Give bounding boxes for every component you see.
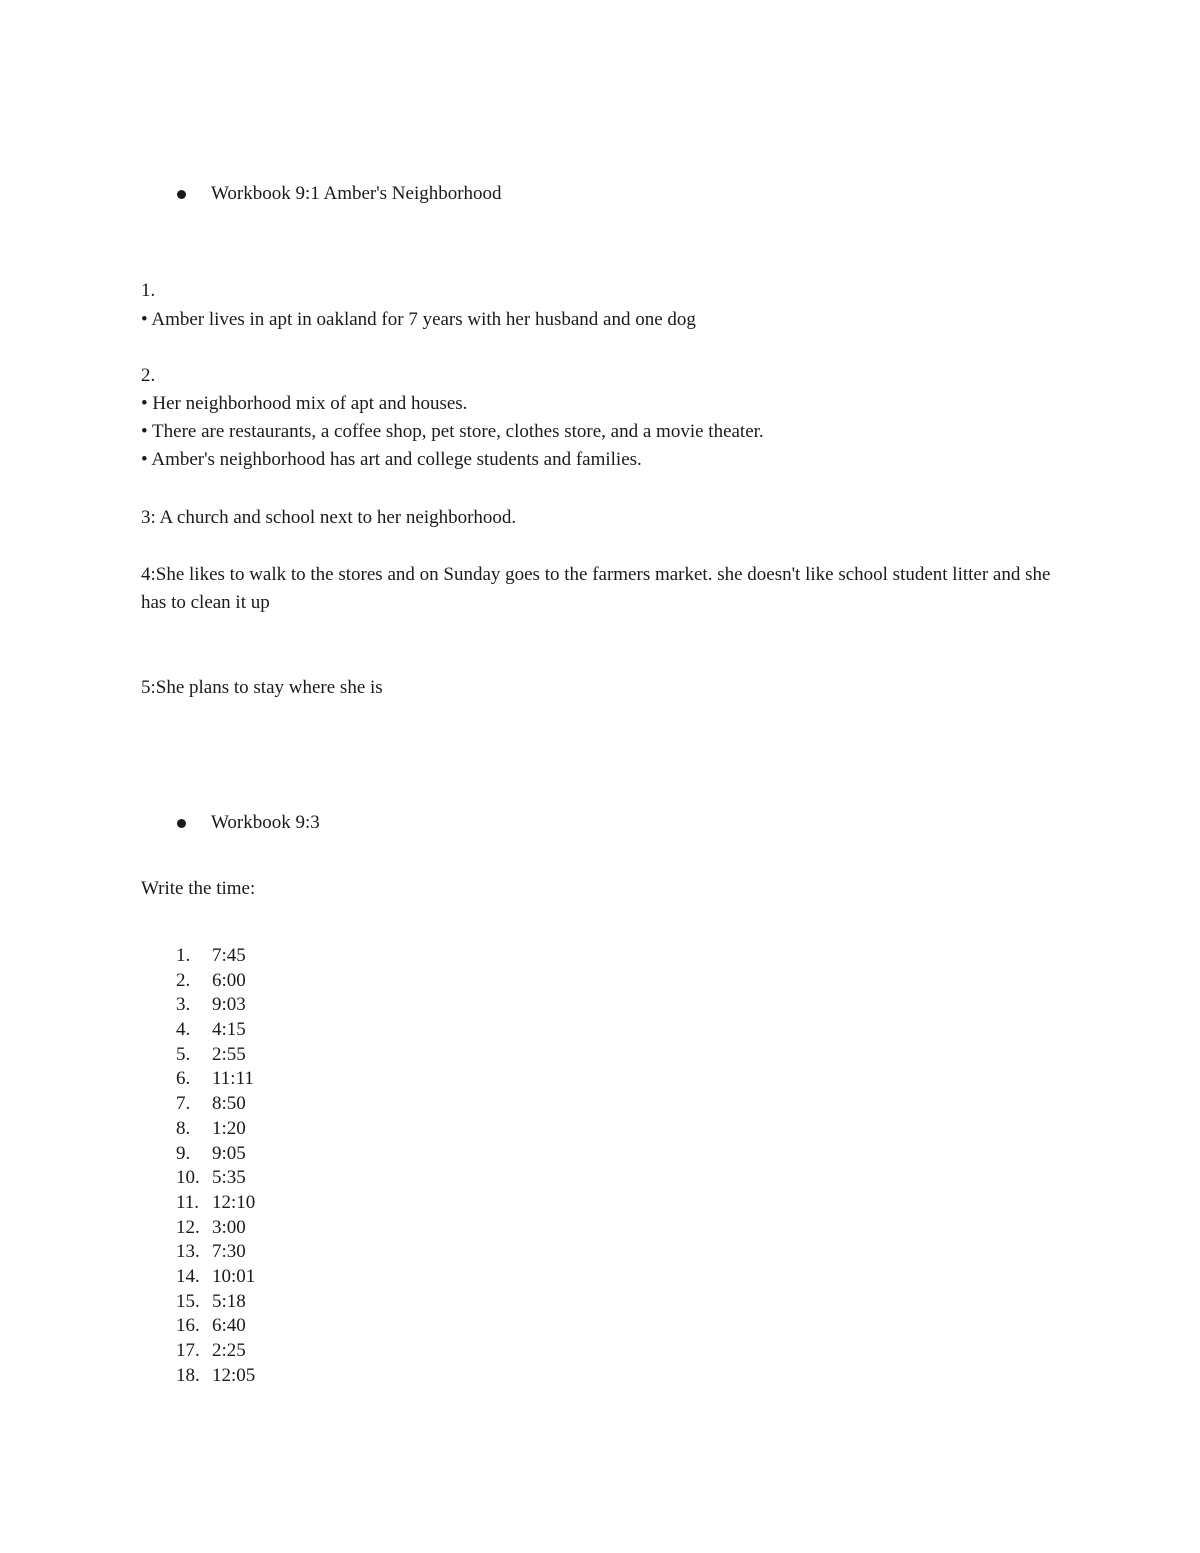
item-number: 5. bbox=[176, 1043, 191, 1065]
item-number: 9. bbox=[176, 1142, 191, 1164]
instruction: Write the time: bbox=[141, 878, 256, 899]
list-item bbox=[176, 993, 255, 1018]
list-item bbox=[176, 1018, 255, 1043]
list-item bbox=[176, 969, 255, 994]
bullet-icon bbox=[177, 190, 186, 199]
item-time: 7:30 bbox=[212, 1241, 246, 1263]
list-item bbox=[176, 1265, 255, 1290]
q1-bullet: • Amber lives in apt in oakland for 7 years with her husband and one dog bbox=[141, 309, 696, 330]
item-number: 17. bbox=[176, 1340, 200, 1361]
q2-bullet: • Amber's neighborhood has art and college students and families. bbox=[141, 449, 642, 470]
q2-bullet: • There are restaurants, a coffee shop, pet store, clothes store, and a movie theater. bbox=[141, 421, 764, 442]
item-number: 3. bbox=[176, 994, 191, 1016]
list-item bbox=[176, 1216, 255, 1241]
item-number: 13. bbox=[176, 1241, 200, 1263]
item-number: 11. bbox=[176, 1191, 200, 1213]
list-item bbox=[176, 1067, 255, 1092]
q5-answer: 5:She plans to stay where she is bbox=[141, 677, 383, 698]
item-number: 8. bbox=[176, 1117, 191, 1139]
item-time: 3:00 bbox=[212, 1216, 246, 1238]
list-item bbox=[176, 1166, 255, 1191]
item-number: 1. bbox=[176, 945, 191, 966]
q3-answer: 3: A church and school next to her neighborhood. bbox=[141, 507, 517, 528]
item-time: 6:00 bbox=[212, 969, 246, 991]
list-item bbox=[176, 1364, 255, 1389]
item-time: 5:18 bbox=[212, 1290, 246, 1312]
item-time: 1:20 bbox=[212, 1117, 246, 1139]
item-time: 7:45 bbox=[212, 945, 246, 966]
list-item bbox=[176, 1290, 255, 1315]
item-number: 15. bbox=[176, 1290, 200, 1312]
q2-label: 2. bbox=[141, 365, 156, 386]
item-number: 10. bbox=[176, 1167, 200, 1189]
section1-heading bbox=[177, 183, 502, 206]
item-time: 2:55 bbox=[212, 1043, 246, 1065]
item-time: 11:11 bbox=[212, 1068, 254, 1090]
item-time: 9:03 bbox=[212, 994, 246, 1016]
item-time: 5:35 bbox=[212, 1167, 246, 1189]
section1-heading-text: Workbook 9:1 Amber's Neighborhood bbox=[211, 183, 502, 204]
section2-heading bbox=[177, 812, 320, 835]
time-list bbox=[176, 944, 255, 1388]
list-item bbox=[176, 1191, 255, 1216]
list-item bbox=[176, 944, 255, 969]
list-item bbox=[176, 1339, 255, 1364]
list-item bbox=[176, 1092, 255, 1117]
item-time: 10:01 bbox=[212, 1265, 256, 1287]
item-time: 9:05 bbox=[212, 1142, 246, 1164]
section2-heading-text: Workbook 9:3 bbox=[211, 812, 320, 833]
item-number: 6. bbox=[176, 1068, 191, 1090]
list-item bbox=[176, 1314, 255, 1339]
item-time: 8:50 bbox=[212, 1093, 246, 1115]
q2-bullet: • Her neighborhood mix of apt and houses. bbox=[141, 393, 468, 414]
list-item bbox=[176, 1043, 255, 1068]
item-number: 14. bbox=[176, 1265, 200, 1287]
item-time: 2:25 bbox=[212, 1340, 246, 1361]
q4-answer: 4:She likes to walk to the stores and on Sunday goes to the farmers market. she doesn't like school student litter and she has to clean it up bbox=[141, 564, 1051, 613]
q1-label: 1. bbox=[141, 280, 156, 301]
item-time: 6:40 bbox=[212, 1315, 246, 1337]
item-number: 16. bbox=[176, 1315, 200, 1337]
list-item bbox=[176, 1117, 255, 1142]
item-number: 18. bbox=[176, 1364, 200, 1386]
item-number: 4. bbox=[176, 1019, 191, 1041]
item-time: 12:05 bbox=[212, 1364, 256, 1386]
item-number: 12. bbox=[176, 1216, 200, 1238]
item-time: 4:15 bbox=[212, 1019, 246, 1041]
item-number: 2. bbox=[176, 969, 191, 991]
list-item bbox=[176, 1240, 255, 1265]
list-item bbox=[176, 1142, 255, 1167]
bullet-icon bbox=[177, 819, 186, 828]
item-number: 7. bbox=[176, 1093, 191, 1115]
item-time: 12:10 bbox=[212, 1191, 256, 1213]
